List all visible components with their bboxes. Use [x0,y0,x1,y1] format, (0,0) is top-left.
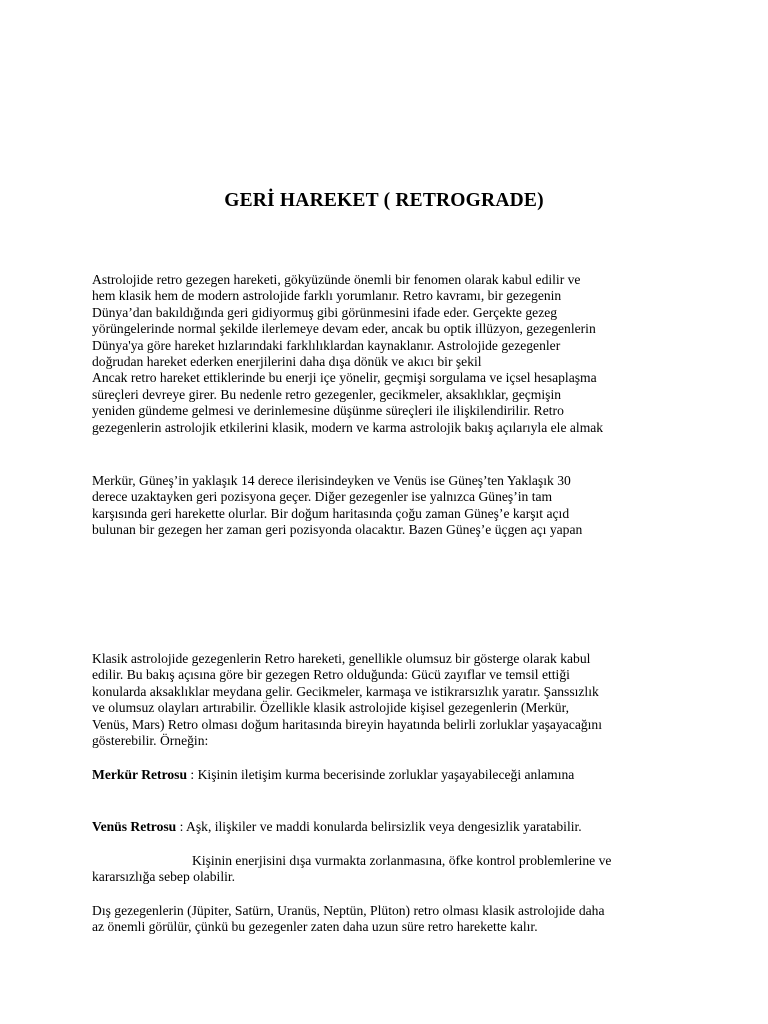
paragraph-line: Merkür, Güneş’in yaklaşık 14 derece ilerisindeyken ve Venüs ise Güneş’ten Yaklaşık 30 [92,473,571,488]
classical-astrology-paragraph [92,651,692,749]
paragraph-line: kararsızlığa sebep olabilir. [92,869,236,885]
paragraph-line: derece uzaktayken geri pozisyona geçer. Diğer gezegenler ise yalnızca Güneş’in tam [92,489,553,505]
paragraph-line: Dünya'ya göre hareket hızlarındaki farklılıklardan kaynaklanır. Astrolojide gezegenler [92,337,561,353]
paragraph-line: Kişinin enerjisini dışa vurmakta zorlanmasına, öfke kontrol problemlerine ve [192,853,612,868]
paragraph-line [92,767,692,783]
paragraph-line: Dünya’dan bakıldığında geri gidiyormuş gibi görünmesini ifade eder. Gerçekte gezeg [92,304,558,320]
mars-retro-paragraph [92,853,692,886]
mercury-retro-text: : Kişinin iletişim kurma becerisinde zorluklar yaşayabileceği anlamına [187,767,575,782]
mercury-retro-label: Merkür Retrosu [92,767,188,782]
paragraph-line: süreçleri devreye girer. Bu nedenle retro gezegenler, gecikmeler, aksaklıklar, geçmişin [92,386,562,402]
paragraph-line: gösterebilir. Örneğin: [92,733,209,749]
page-title: GERİ HAREKET ( RETROGRADE) [224,190,544,211]
paragraph-line: yeniden gündeme gelmesi ve derinlemesine düşünme süreçleri ile ilişkilendirilir. Retro [92,403,564,419]
paragraph-line: yörüngelerinde normal şekilde ilerlemeye devam eder, ancak bu optik illüzyon, gezegenlerin [92,321,596,337]
paragraph-line: gezegenlerin astrolojik etkilerini klasik, modern ve karma astrolojik bakış açılarıyla ele almak [92,419,604,435]
intro-paragraph [92,272,692,436]
paragraph-line: karşısında geri harekette olurlar. Bir doğum haritasında çoğu zaman Güneş’e karşıt açıd [92,505,570,521]
venus-retro-label: Venüs Retrosu [92,819,177,834]
paragraph-line: Ancak retro hareket ettiklerinde bu enerji içe yönelir, geçmişi sorgulama ve içsel hesaplaşma [92,370,597,386]
paragraph-line: Klasik astrolojide gezegenlerin Retro hareketi, genellikle olumsuz bir gösterge olarak kabul [92,651,591,666]
paragraph-line [92,819,692,835]
paragraph-line: edilir. Bu bakış açısına göre bir gezegen Retro olduğunda: Gücü zayıflar ve temsil ettiği [92,667,570,683]
paragraph-line: konularda aksaklıklar meydana gelir. Gecikmeler, karmaşa ve istikrarsızlık yaratır. Şanssızlık [92,683,599,699]
paragraph-line: az önemli görülür, çünkü bu gezegenler zaten daha uzun süre retro harekette kalır. [92,919,538,935]
paragraph-line: bulunan bir gezegen her zaman geri pozisyonda olacaktır. Bazen Güneş’e üçgen açı yapan [92,522,583,538]
paragraph-line: hem klasik hem de modern astrolojide farklı yorumlanır. Retro kavramı, bir gezegenin [92,288,562,304]
mercury-venus-paragraph [92,473,692,539]
paragraph-line: Dış gezegenlerin (Jüpiter, Satürn, Uranüs, Neptün, Plüton) retro olması klasik astrolojide daha [92,903,605,918]
paragraph-line: Venüs, Mars) Retro olması doğum haritasında bireyin hayatında belirli zorluklar yaşayacağını [92,716,602,732]
venus-retro-paragraph [92,819,692,835]
venus-retro-text: : Aşk, ilişkiler ve maddi konularda belirsizlik veya dengesizlik yaratabilir. [176,819,582,834]
paragraph-line: ve olumsuz olayları artırabilir. Özellikle klasik astrolojide kişisel gezegenlerin (Merkür, [92,700,569,716]
outer-planets-paragraph [92,903,692,936]
paragraph-line: Astrolojide retro gezegen hareketi, gökyüzünde önemli bir fenomen olarak kabul edilir ve [92,272,581,287]
mercury-retro-paragraph [92,767,692,783]
paragraph-line: doğrudan hareket ederken enerjilerini daha dışa dönük ve akıcı bir şekil [92,354,482,370]
